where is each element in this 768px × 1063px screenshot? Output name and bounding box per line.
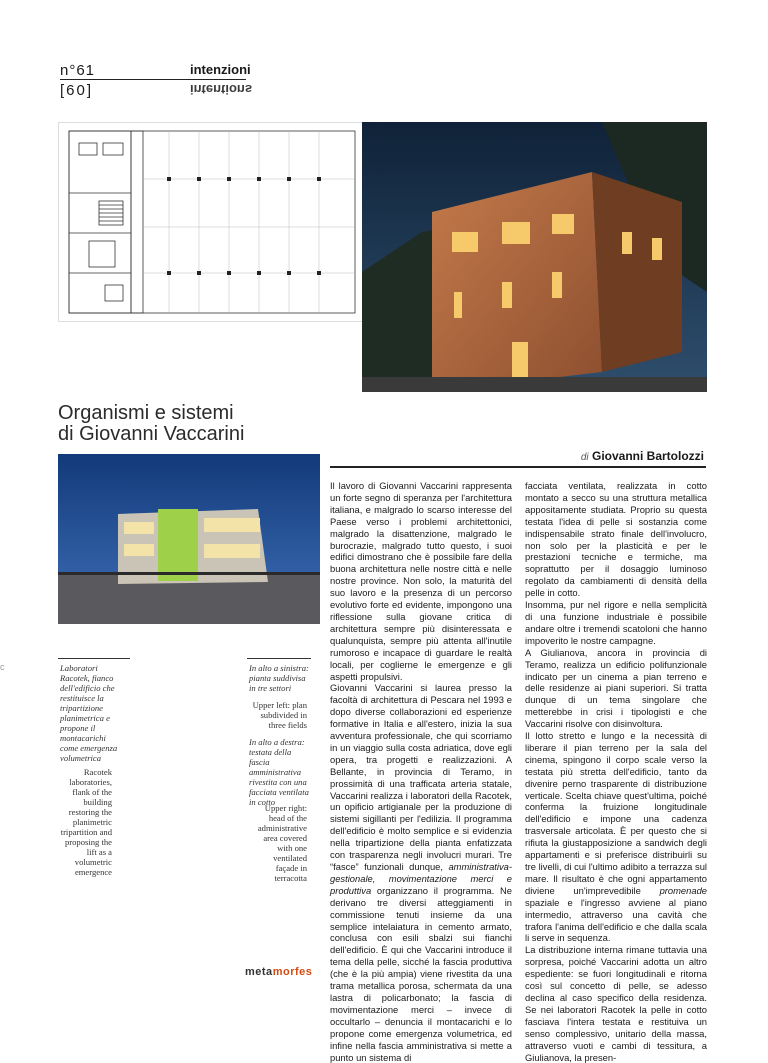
byline-prefix: di [580,452,589,463]
body-paragraph [525,730,707,944]
body-text: spaziale e l'ingresso avviene al piano intermedio, attraverso una cavità che trafora l'anima dell'edificio e che dalla scala li serve in sequenza. [525,896,707,944]
caption-right-it-2: In alto a destra: testata della fascia amministrativa rivestita con una facciata ventilata in cotto [249,737,309,807]
body-paragraph: A Giulianova, ancora in provincia di Teramo, realizza un edificio polifunzionale indicato per un cinema a pian terreno e delle residenze ai piani superiori. Si tratta dunque di un tema singolare che metterebbe in crisi i tipologisti e che Vaccarini risolve con disinvoltura. [525,646,707,730]
body-paragraph [330,682,512,1063]
edge-mark: c [0,662,5,672]
building-dusk-photo [362,122,707,392]
building-night-photo [58,454,320,624]
caption-rule-left [58,658,130,659]
body-text: organizzano il programma. Ne derivano tre diversi atteggiamenti in commissione tenuti insieme da una semplice intelaiatura in cemento armato, conclusa con esili sbalzi sui fianchi dell'edificio. È qui che Vaccarini introduce il tema della pelle, sicché la fascia produttiva (che è la più ampia) viene rivestita da una trama metallica porosa, schermata da una lastra di policarbonato; la fascia di movimentazione merci – invece di occultarlo – denuncia il montacarichi e lo propone come emergenza volumetrica, ed infine nella fascia amministrativa si mette a punto un sistema di [330,884,512,1063]
body-paragraph: facciata ventilata, realizzata in cotto montato a secco su una struttura metallica appositamente studiata. Proprio su questa testata l'idea di pelle si sostanzia come indispensabile strato finale dell'involucro, non solo per la plasticità e per le prestazioni tecniche e termiche, ma soprattutto per il dosaggio luminoso regolato da cambiamenti di densità della pelle in cotto. [525,480,707,599]
caption-right-en-2: Upper right: head of the administrative area covered with one ventilated façade in terracotta [257,803,307,883]
byline-rule [330,466,706,468]
body-text: Il lotto stretto e lungo e la necessità di liberare il pian terreno per la sala del cinema, spingono il corpo scale verso la testata più stretta dell'edificio, tanto da divenire perno trasparente di distribuzione verticale. Scelta chiave quest'ultima, poiché conferma la fruizione longitudinale dell'edificio e impone una cadenza trasversale articolata. È per questo che si rifiuta la giustapposizione a sandwich degli appartamenti e si preferisce distribuirli su tre livelli, di cui l'ultimo adibito a terrazza sul mare. Il risultato è che ogni appartamento diviene un'imprevedibile [525,730,707,896]
body-paragraph: Insomma, pur nel rigore e nella semplicità di una funzione industriale è possibile andare oltre i tremendi scatoloni che hanno impoverito le nostre campagne. [525,599,707,646]
title-line-2: di Giovanni Vaccarini [58,423,245,445]
caption-right-it-1: In alto a sinistra: pianta suddivisa in tre settori [249,663,309,693]
body-emphasis: amministrativa-gestionale, movimentazione merci e produttiva [330,861,512,896]
issue-number: n°61 [60,62,96,79]
article-title [58,403,244,445]
page-number: [60] [60,82,94,99]
section-label-mirror: intentions [190,82,253,97]
logo-part-b: morfes [272,966,313,978]
logo-part-a: meta [245,966,273,978]
byline-author: Giovanni Bartolozzi [591,449,704,463]
body-paragraph: Il lavoro di Giovanni Vaccarini rappresenta un forte segno di speranza per l'architettura italiana, e malgrado lo scarso interesse del Paese verso i problemi architettonici, malgrado la disattenzione, malgrado le burocrazie, malgrado tutto questo, i suoi edifici dimostrano che è possibile fare della buona architettura nelle nostre città e nelle nostre province. Non solo, la maturità del suo lavoro e la presenza di un percorso evolutivo forte ed evidente, impongono una riflessione sulla giovane critica di architettura sempre più disinteressata e qualunquista, sempre più attenta all'inutile rumoroso e incapace di guardare le realtà locali, per coglierne le emergenze e gli aspetti propulsivi. [330,480,512,682]
header-rule [60,79,246,80]
caption-left-it: Laboratori Racotek, fianco dell'edificio che restituisce la tripartizione planimetrica e propone il montacarichi come emergenza volumetrica [60,663,118,763]
byline [440,449,704,463]
body-text: Giovanni Vaccarini si laurea presso la facoltà di architettura di Pescara nel 1993 e dopo diverse collaborazioni ed esperienze formative in Italia e all'estero, inizia la sua avventura professionale, che qui scorriamo in un viaggio sulla costa adriatica, dove egli opera, tra progetti e realizzazioni. A Bellante, in provincia di Teramo, in prossimità di una trafficata arteria statale, Vaccarini realizza i laboratori della Racotek, un opificio artigianale per la produzione di sistemi sigillanti per l'edilizia. Il programma dell'edificio è molto semplice e si evidenzia nella tripartizione della pianta enfatizzata con trasparenza negli involucri murari. Tre “fasce” funzionali dunque, [330,682,512,872]
body-emphasis: promenade [659,884,707,896]
caption-left-en: Racotek laboratories, flank of the building restoring the planimetric tripartition and proposing the lift as a volumetric emergence [60,767,112,877]
caption-rule-right [247,658,311,659]
caption-right-en-1: Upper left: plan subdivided in three fields [252,700,307,730]
body-paragraph: La distribuzione interna rimane tuttavia una sorpresa, poiché Vaccarini adotta un altro espediente: se fuori longitudinali e ritorna così sul concetto di pelle, se adesso declina al caso specifico della residenza. Se nei laboratori Racotek la pelle in cotto fasciava l'intera testata e restituiva un senso complessivo, unitario della massa, attraverso vuoti e cambi di tessitura, a Giulianova, la presen- [525,944,707,1063]
title-line-1: Organismi e sistemi [58,402,234,424]
section-label: intenzioni [190,62,251,77]
floor-plan-image [58,122,363,322]
body-column-1 [330,480,512,1063]
body-column-2 [525,480,707,1063]
magazine-logo [245,966,312,978]
